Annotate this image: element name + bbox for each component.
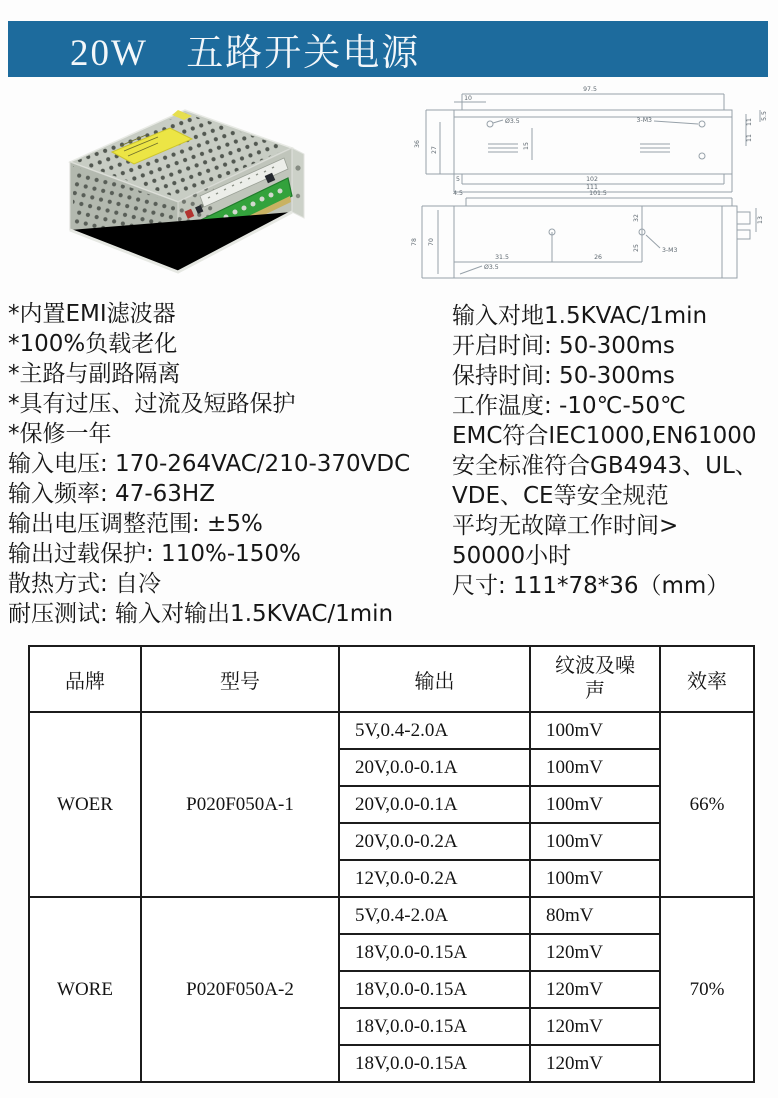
spec-line: 输入电压: 170-264VAC/210-370VDC — [8, 451, 411, 477]
dim-label: 3-M3 — [636, 117, 652, 124]
brand-cell: WORE — [29, 897, 141, 1082]
ripple-cell: 120mV — [530, 971, 660, 1008]
dimension-drawing-svg — [402, 80, 774, 288]
output-cell: 18V,0.0-0.15A — [339, 971, 530, 1008]
spec-line: *具有过压、过流及短路保护 — [8, 391, 296, 417]
spec-line: 50000小时 — [452, 543, 572, 569]
output-cell: 5V,0.4-2.0A — [339, 897, 530, 934]
col-header-efficiency: 效率 — [660, 646, 754, 712]
col-header-ripple — [530, 646, 660, 712]
col-header-output: 输出 — [339, 646, 530, 712]
product-photo — [50, 90, 310, 290]
spec-line: *保修一年 — [8, 421, 112, 447]
dim-label: Ø3.5 — [484, 264, 499, 271]
dim-label: 70 — [428, 238, 435, 246]
dim-label: 5.5 — [761, 111, 768, 121]
output-cell: 12V,0.0-0.2A — [339, 860, 530, 897]
dim-label: 27 — [431, 146, 438, 154]
dim-label: 101.5 — [589, 190, 607, 197]
spec-line: 安全标准符合GB4943、UL、 — [452, 453, 758, 479]
spec-line: 平均无故障工作时间> — [452, 513, 679, 539]
dim-label: 111 — [586, 184, 598, 191]
dim-label: 4.5 — [453, 190, 463, 197]
dim-label: 26 — [594, 254, 602, 261]
col-header-model: 型号 — [141, 646, 339, 712]
spec-line: 保持时间: 50-300ms — [452, 363, 675, 389]
spec-line: *主路与副路隔离 — [8, 361, 181, 387]
output-cell: 20V,0.0-0.2A — [339, 823, 530, 860]
dim-label: 10 — [464, 95, 472, 102]
ripple-cell: 100mV — [530, 712, 660, 749]
model-cell: P020F050A-1 — [141, 712, 339, 897]
spec-line: 尺寸: 111*78*36（mm） — [452, 573, 730, 599]
ripple-cell: 100mV — [530, 860, 660, 897]
table-header-row — [29, 646, 754, 712]
ripple-cell: 100mV — [530, 749, 660, 786]
spec-line: *100%负载老化 — [8, 331, 178, 357]
dimension-drawing — [402, 80, 774, 288]
dim-label: 36 — [414, 140, 421, 148]
col-header-ripple-text: 纹波及噪声 — [555, 655, 635, 702]
table-row — [29, 712, 754, 749]
output-cell: 18V,0.0-0.15A — [339, 1008, 530, 1045]
dim-label: 3-M3 — [662, 247, 678, 254]
ripple-cell: 120mV — [530, 1045, 660, 1082]
output-cell: 20V,0.0-0.1A — [339, 749, 530, 786]
dim-label: 78 — [411, 238, 418, 246]
dim-label: 31.5 — [495, 254, 509, 261]
spec-line: EMC符合IEC1000,EN61000 — [452, 423, 757, 449]
dim-label: 15 — [523, 142, 530, 150]
dim-label: 25 — [633, 244, 640, 252]
dim-label: 11 — [746, 118, 753, 126]
output-cell: 18V,0.0-0.15A — [339, 1045, 530, 1082]
title-bar — [8, 21, 768, 77]
dim-label: Ø3.5 — [505, 118, 520, 125]
spec-line: 散热方式: 自冷 — [8, 571, 162, 597]
ripple-cell: 100mV — [530, 786, 660, 823]
dim-label: 5 — [456, 176, 460, 183]
spec-line: VDE、CE等安全规范 — [452, 483, 669, 509]
ripple-cell: 100mV — [530, 823, 660, 860]
ripple-cell: 80mV — [530, 897, 660, 934]
dim-label: 32 — [633, 214, 640, 222]
output-cell: 5V,0.4-2.0A — [339, 712, 530, 749]
efficiency-cell: 70% — [660, 897, 754, 1082]
efficiency-cell: 66% — [660, 712, 754, 897]
dim-label: 13 — [757, 216, 764, 224]
output-cell: 18V,0.0-0.15A — [339, 934, 530, 971]
dim-label: 11 — [746, 134, 753, 142]
model-cell: P020F050A-2 — [141, 897, 339, 1082]
ripple-cell: 120mV — [530, 934, 660, 971]
spec-line: 输出电压调整范围: ±5% — [8, 511, 263, 537]
spec-line: *内置EMI滤波器 — [8, 301, 176, 327]
power-supply-photo-illustration — [50, 90, 310, 290]
spec-list-left — [8, 299, 450, 629]
spec-line: 耐压测试: 输入对输出1.5KVAC/1min — [8, 601, 394, 627]
output-spec-table — [28, 645, 755, 1083]
brand-cell: WOER — [29, 712, 141, 897]
spec-line: 开启时间: 50-300ms — [452, 333, 675, 359]
spec-line: 工作温度: -10℃-50℃ — [452, 393, 686, 419]
spec-line: 输入频率: 47-63HZ — [8, 481, 215, 507]
spec-list-right — [452, 301, 776, 601]
page-title: 20W 五路开关电源 — [70, 33, 421, 74]
spec-line: 输入对地1.5KVAC/1min — [452, 303, 708, 329]
dim-label: 102 — [586, 176, 598, 183]
ripple-cell: 120mV — [530, 1008, 660, 1045]
table-row — [29, 897, 754, 934]
spec-line: 输出过载保护: 110%-150% — [8, 541, 301, 567]
col-header-brand: 品牌 — [29, 646, 141, 712]
output-cell: 20V,0.0-0.1A — [339, 786, 530, 823]
dim-label: 97.5 — [583, 86, 597, 93]
